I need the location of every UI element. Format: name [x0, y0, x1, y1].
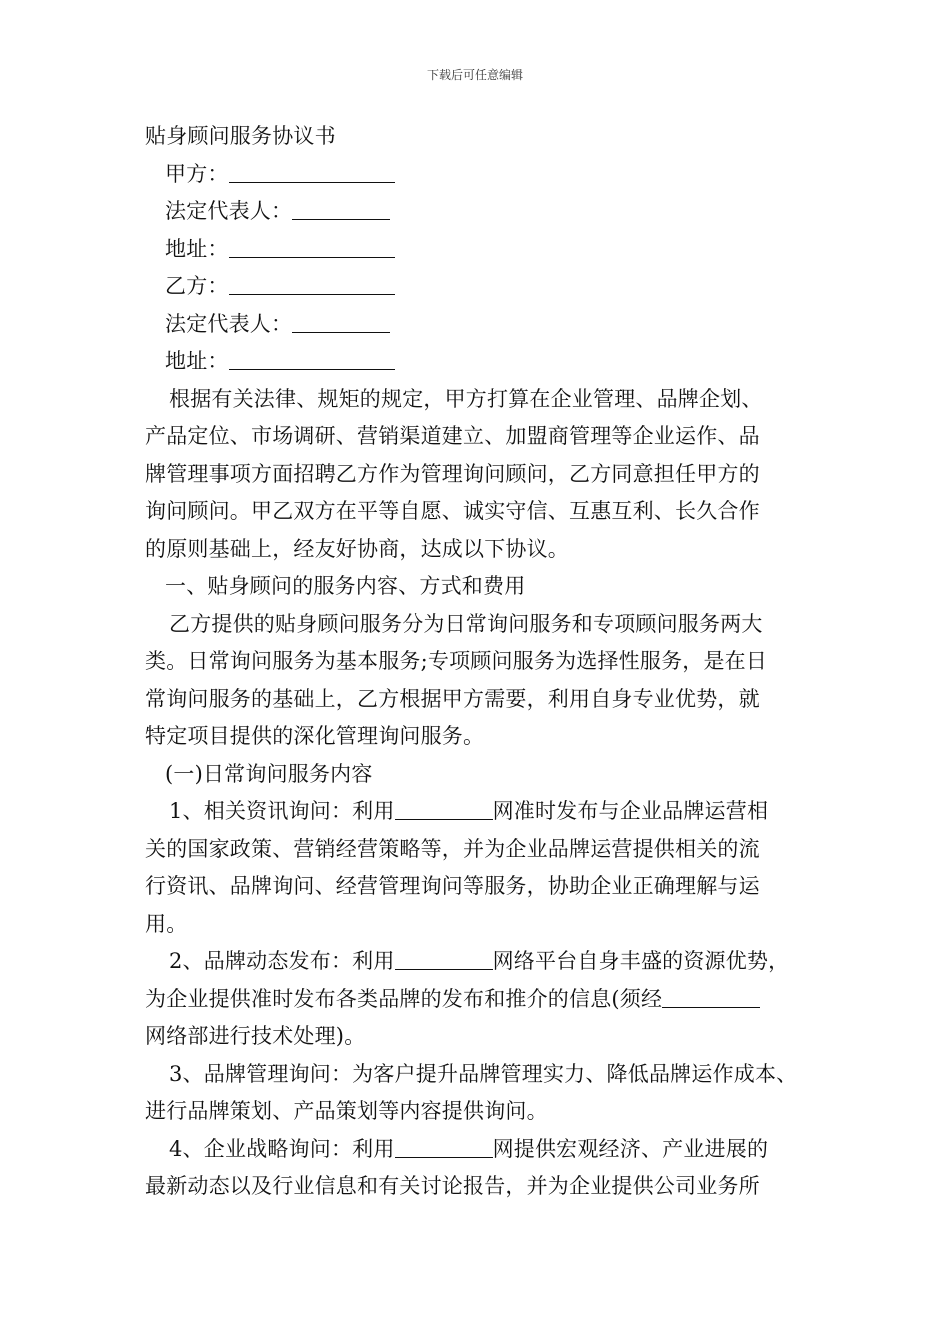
item-2-line-3: 网络部进行技术处理)。: [145, 1024, 366, 1048]
item-2-line: [145, 943, 810, 981]
party-b-rep-label: 法定代表人：: [165, 311, 293, 336]
party-b-rep-blank: [292, 312, 390, 333]
item-1-cont: 行资讯、品牌询问、经营管理询问等服务，协助企业正确理解与运: [145, 874, 760, 898]
party-a-rep-line: [145, 193, 810, 231]
party-a-address-blank: [229, 237, 395, 258]
item-2-blank: [395, 949, 493, 970]
item-1-prefix: 1、相关资讯询问：利用: [169, 799, 395, 823]
intro-line: 牌管理事项方面招聘乙方作为管理询问顾问，乙方同意担任甲方的: [145, 461, 760, 486]
party-a-address-label: 地址：: [165, 236, 229, 261]
item-2-blank-2: [662, 987, 760, 1008]
party-b-rep-line: [145, 306, 810, 344]
item-2-suffix: 网络平台自身丰盛的资源优势，: [492, 949, 790, 973]
item-1-blank: [395, 799, 493, 820]
party-a-rep-blank: [292, 199, 390, 220]
party-a-line: [145, 156, 810, 194]
section-body-line: 类。日常询问服务为基本服务;专项顾问服务为选择性服务，是在日: [145, 649, 768, 673]
party-b-address-line: [145, 343, 810, 381]
item-4-suffix: 网提供宏观经济、产业进展的: [492, 1136, 769, 1161]
header-note: 下载后可任意编辑: [426, 68, 523, 82]
subsection-heading: (一)日常询问服务内容: [165, 761, 373, 786]
party-b-blank: [229, 274, 395, 295]
intro-line: 的原则基础上，经友好协商，达成以下协议。: [145, 536, 569, 561]
item-3-line: 3、品牌管理询问：为客户提升品牌管理实力、降低品牌运作成本、: [169, 1061, 798, 1086]
section-body-line: 常询问服务的基础上，乙方根据甲方需要，利用自身专业优势，就: [145, 686, 760, 711]
party-a-rep-label: 法定代表人：: [165, 199, 293, 223]
item-4-blank: [395, 1137, 493, 1158]
item-4-cont: 最新动态以及行业信息和有关讨论报告，并为企业提供公司业务所: [145, 1174, 760, 1198]
party-b-address-label: 地址：: [165, 349, 229, 373]
item-4-prefix: 4、企业战略询问：利用: [169, 1136, 395, 1161]
item-1-cont: 关的国家政策、营销经营策略等，并为企业品牌运营提供相关的流: [145, 836, 760, 861]
item-1-cont: 用。: [145, 911, 188, 936]
intro-line: 询问顾问。甲乙双方在平等自愿、诚实守信、互惠互利、长久合作: [145, 499, 760, 523]
party-b-label: 乙方：: [165, 274, 229, 298]
document-body: [145, 118, 810, 1206]
item-2-prefix: 2、品牌动态发布：利用: [169, 949, 395, 973]
intro-line: 根据有关法律、规矩的规定，甲方打算在企业管理、品牌企划、: [169, 386, 763, 411]
document-title: 贴身顾问服务协议书: [145, 124, 336, 148]
item-1-line: [145, 793, 810, 831]
item-1-suffix: 网准时发布与企业品牌运营相: [492, 799, 769, 823]
party-a-blank: [229, 162, 395, 183]
item-4-line: [145, 1131, 810, 1169]
intro-line: 产品定位、市场调研、营销渠道建立、加盟商管理等企业运作、品: [145, 424, 760, 448]
item-2-line-2: [145, 981, 810, 1019]
party-b-address-blank: [229, 349, 395, 370]
item-2-line-2-text: 为企业提供准时发布各类品牌的发布和推介的信息(须经: [145, 986, 663, 1011]
party-b-line: [145, 268, 810, 306]
party-a-label: 甲方：: [165, 161, 229, 186]
item-3-cont: 进行品牌策划、产品策划等内容提供询问。: [145, 1099, 548, 1123]
section-body-line: 特定项目提供的深化管理询问服务。: [145, 724, 485, 748]
party-a-address-line: [145, 231, 810, 269]
section-body-line: 乙方提供的贴身顾问服务分为日常询问服务和专项顾问服务两大: [169, 611, 763, 636]
section-heading: 一、贴身顾问的服务内容、方式和费用: [165, 574, 526, 598]
